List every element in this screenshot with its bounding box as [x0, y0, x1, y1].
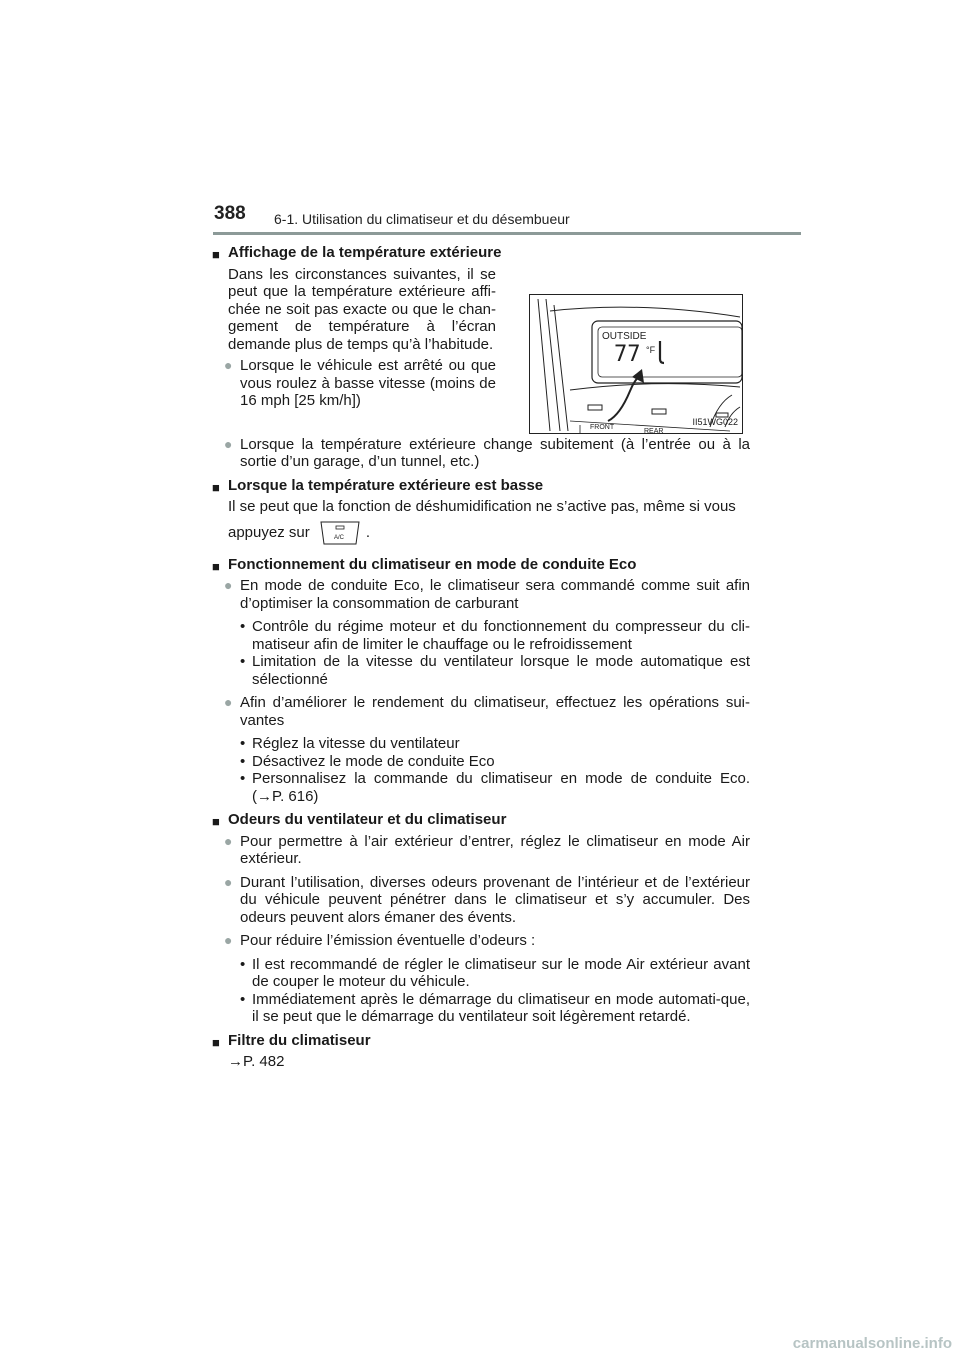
list-item: ● En mode de conduite Eco, le climatiseur sera commandé comme suit afin d’optimiser la consommation de carburant — [224, 577, 750, 612]
list-item: ● Afin d’améliorer le rendement du climatiseur, effectuez les opérations sui-vantes — [224, 694, 750, 729]
bullet-dot-icon: ● — [224, 694, 233, 710]
sub-list-item: • Désactivez le mode de conduite Eco — [240, 752, 495, 770]
dashboard-illustration — [530, 295, 742, 433]
sub-list-item: • Immédiatement après le démarrage du climatiseur en mode automati-que, il se peut que le démarrage du ventilateur soit légèrement retardé. — [240, 990, 750, 1025]
filter-page-reference[interactable]: →P. 482 — [228, 1053, 285, 1070]
sub-list — [210, 618, 750, 688]
sub-list-item: • Contrôle du régime moteur et du fonctionnement du compresseur du cli-matiseur afin de limiter le chauffage ou le refroidissement — [240, 618, 750, 653]
rear-defroster-label: REAR — [644, 427, 664, 433]
outside-label: OUTSIDE — [602, 330, 647, 342]
sub-list — [210, 956, 750, 1026]
temperature-value: 77 — [614, 341, 641, 367]
list-item: ● Pour réduire l’émission éventuelle d’odeurs : — [224, 932, 536, 949]
bullet-dot-icon: ● — [224, 435, 233, 452]
page-number: 388 — [214, 203, 246, 224]
section-heading-outside-temp: ■ Affichage de la température extérieure — [212, 244, 502, 262]
bullet-dot-icon: ● — [224, 577, 233, 593]
outside-temp-intro: Dans les circonstances suivantes, il se peut que la température extérieure affi-chée ne soit pas exacte ou que le chan-gement de température à l’écran demande plus de temps qu’à l’habitude. — [228, 265, 496, 353]
figure-caption: II51WG022 — [692, 417, 738, 427]
section-heading-low-temp: ■ Lorsque la température extérieure est basse — [212, 476, 544, 495]
bullet-dot-icon: ● — [224, 932, 233, 948]
list-item: ● Pour permettre à l’air extérieur d’entrer, réglez le climatiseur en mode Air extérieur. — [224, 832, 750, 867]
sub-list-item: • Personnalisez la commande du climatiseur en mode de conduite Eco. (→P. 616) — [240, 770, 750, 805]
outside-temp-figure — [529, 294, 743, 434]
bullet-dot-icon: ● — [224, 357, 233, 373]
list-item: ● Lorsque la température extérieure change subitement (à l’entrée ou à la sortie d’un garage, d’un tunnel, etc.) — [224, 435, 750, 470]
temperature-unit: °F — [646, 344, 656, 355]
section-title: 6-1. Utilisation du climatiseur et du désembueur — [274, 211, 570, 227]
list-item: ● Lorsque le véhicule est arrêté ou que vous roulez à basse vitesse (moins de 16 mph [25 km/h]) — [224, 357, 496, 409]
sub-list — [210, 735, 750, 805]
bullet-dot-icon: ● — [224, 832, 233, 849]
square-bullet-icon: ■ — [212, 558, 220, 574]
square-bullet-icon: ■ — [212, 479, 220, 495]
ac-button-icon — [318, 520, 362, 546]
front-defroster-label: FRONT — [590, 423, 615, 431]
bullet-dot-icon: ● — [224, 873, 233, 890]
page-content — [210, 242, 750, 1075]
section-heading-filter: ■ Filtre du climatiseur — [212, 1031, 371, 1050]
sub-list-item: • Il est recommandé de régler le climatiseur sur le mode Air extérieur avant de couper le moteur du véhicule. — [240, 955, 750, 990]
section-heading-odors: ■ Odeurs du ventilateur et du climatiseur — [212, 811, 507, 829]
square-bullet-icon: ■ — [212, 247, 220, 262]
outside-temp-text — [210, 266, 496, 416]
sub-list-item: • Réglez la vitesse du ventilateur — [240, 735, 460, 752]
watermark: carmanualsonline.info — [792, 1334, 952, 1352]
low-temp-text: Il se peut que la fonction de déshumidification ne s’active pas, même si vous appuyez sur A/C . — [228, 498, 750, 550]
square-bullet-icon: ■ — [212, 814, 220, 829]
section-heading-eco-mode: ■ Fonctionnement du climatiseur en mode de conduite Eco — [212, 555, 637, 574]
header-rule — [213, 232, 801, 235]
svg-text:A/C: A/C — [333, 534, 344, 541]
sub-list-item: • Limitation de la vitesse du ventilateur lorsque le mode automatique est sélectionné — [240, 653, 750, 688]
outside-temp-block — [210, 266, 750, 436]
square-bullet-icon: ■ — [212, 1034, 220, 1050]
list-item: ● Durant l’utilisation, diverses odeurs provenant de l’intérieur et de l’extérieur du véhicule peuvent pénétrer dans le climatiseur et s’y accumuler. Des odeurs peuvent alors émaner des évents. — [224, 873, 750, 926]
